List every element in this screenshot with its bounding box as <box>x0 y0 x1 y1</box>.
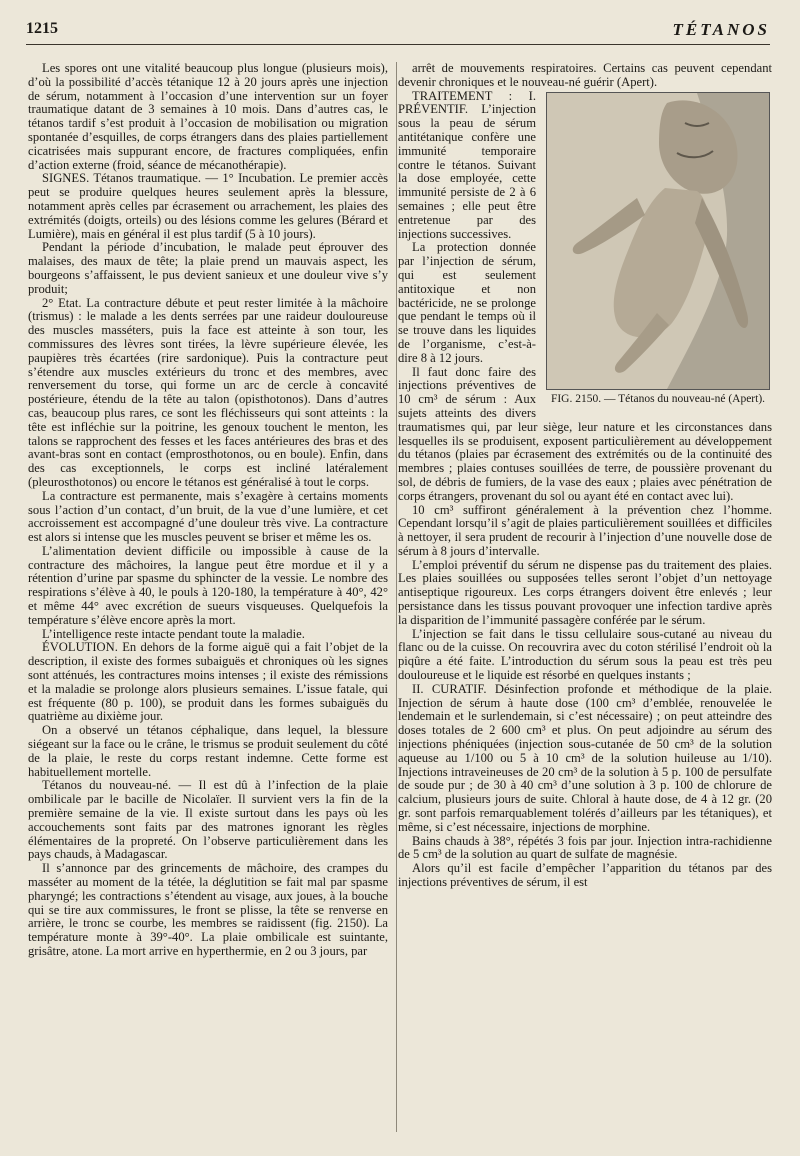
paragraph: On a observé un tétanos céphalique, dans lequel, la blessure siégeant sur la face ou le crâne, le trismus se produit seulement du côté de la plaie, le reste du corps restant indemne. Cette forme est habituellement mortelle. <box>28 723 388 779</box>
page-header <box>26 20 770 45</box>
right-column <box>398 62 772 1142</box>
photo-illustration <box>547 93 769 389</box>
page-number: 1215 <box>26 20 58 37</box>
figure-2150 <box>544 92 772 405</box>
paragraph: Les spores ont une vitalité beaucoup plus longue (plusieurs mois), d’où la possibilité d’accès tétanique 12 à 20 jours après une injection de sérum, notamment à l’occasion d’une intervention sur un foyer traumatique datant de 3 semaines à 10 mois. Dans d’autres cas, le tétanos tardif s’est produit à l’occasion de mobilisation ou migration spontanée d’esquilles, de corps étrangers dans des plaies partiellement cicatrisées mais suppurant encore, de fractures compliquées, enfin d’action externe (froid, séance de mécanothérapie). <box>28 62 388 172</box>
left-column <box>28 62 388 1142</box>
paragraph: Bains chauds à 38°, répétés 3 fois par jour. Injection intra-rachidienne de 5 cm³ de la solution au quart de sulfate de magnésie. <box>398 833 772 862</box>
paragraph: L’alimentation devient difficile ou impossible à cause de la contracture des mâchoires, la langue peut être mordue et il y a rétention d’urine par spasme du sphincter de la vessie. Le nombre des respirations s’élève à 40, le pouls à 120-180, la température à 40°, 42° et même 44° avec excrétion de sueurs visqueuses. Quelquefois la température s’élève encore après la mort. <box>28 543 388 627</box>
figure-caption: FIG. 2150. — Tétanos du nouveau-né (Apert). <box>550 392 766 405</box>
paragraph: 10 cm³ suffiront généralement à la prévention chez l’homme. Cependant lorsqu’il s’agit de plaies particulièrement souillées et difficiles à nettoyer, il sera prudent de recourir à l’injection d’une nouvelle dose de sérum à 8 jours d’intervalle. <box>398 502 772 558</box>
paragraph: SIGNES. Tétanos traumatique. — 1° Incubation. Le premier accès peut se produire quelques heures seulement après la blessure, notamment après celles par écrasement ou arrachement, les plaies des extrémités (doigts, orteils) ou des lésions comme les gelures (Bérard et Lumière), mais en général il est plus tardif (5 à 10 jours). <box>28 171 388 241</box>
paragraph: La protection donnée par l’injection de sérum, qui est seulement antitoxique et non bactéricide, ne se prolonge que pendant le temps où il se trouve dans les liquides de l’organisme, c’est-à-dire 8 à 12 jours. <box>398 240 536 365</box>
paragraph: La contracture est permanente, mais s’exagère à certains moments sous l’action d’un contact, d’un bruit, de la vue d’une lumière, et cet accroissement est accompagné d’une douleur très vive. La contracture est alors si intense que les muscles peuvent se briser et même les os. <box>28 488 388 545</box>
paragraph: Il faut donc faire des injections préventives de 10 cm³ de sérum : Aux sujets atteints des divers traumatismes qui, par leur siège, leur nature et les circonstances dans lesquelles ils se produisent, exposent particulièrement au développement du tétanos (plaies par écrasement des extrémités ou de la continuité des membres ; plaies contuses souillées de terre, de poussière provenant du sol, de débris de fumiers, de la vase des eaux ; plaies avec pénétration de corps étrangers, provenant du sol ou ayant été en contact avec lui). <box>398 364 772 503</box>
paragraph: L’intelligence reste intacte pendant toute la maladie. <box>42 626 305 641</box>
paragraph: Pendant la période d’incubation, le malade peut éprouver des malaises, des maux de tête; la plaie prend un mauvais aspect, les bourgeons s’affaissent, le pus devient sanieux et une douleur vive s’y produit; <box>28 240 388 296</box>
paragraph: L’emploi préventif du sérum ne dispense pas du traitement des plaies. Les plaies souillées ou supposées telles seront l’objet d’un nettoyage antiseptique rigoureux. Les corps étrangers doivent être enlevés ; leur persistance dans les tissus pouvant provoquer une infection tardive après la disparition de l’immunité passagère conférée par le sérum. <box>398 557 772 627</box>
paragraph: 2° Etat. La contracture débute et peut rester limitée à la mâchoire (trismus) : le malade a les dents serrées par une raideur douloureuse des muscles masséters, puis la face est atteinte à son tour, les commissures des lèvres sont tirées, la lèvre supérieure élevée, les paupières très écartées (rire sardonique). Puis la contracture peut s’étendre aux muscles extérieurs du tronc et des membres, avec renversement du torse, qui forme un arc de cercle à concavité postérieure, étendu de la tête au talon (opisthotonos). Dans d’autres cas, beaucoup plus rares, ce sont les fléchisseurs qui sont atteints : la tête est infléchie sur la poitrine, les genoux touchent le menton, les talons se rapprochent des fesses et les faces antérieures des bras et des avant-bras sont en contact (emprosthotonos, ou en boule). Enfin, dans des cas exceptionnels, le corps est incliné latéralement (pleurosthotonos) ou encore le tétanos est généralisé à tout le corps. <box>28 295 388 489</box>
paragraph: Alors qu’il est facile d’empêcher l’apparition du tétanos par des injections préventives de sérum, il est <box>398 861 772 890</box>
article-body <box>28 62 772 1142</box>
paragraph: L’injection se fait dans le tissu cellulaire sous-cutané au niveau du flanc ou de la cuisse. On recouvrira avec du coton stérilisé l’endroit où la piqûre a été faite. L’introduction du sérum sous la peau est très peu douloureuse et le liquide est résorbé en quelques instants ; <box>398 626 772 683</box>
paragraph: TRAITEMENT : I. PRÉVENTIF. L’injection sous la peau de sérum antitétanique confère une immunité temporaire contre le tétanos. Suivant la dose employée, cette immunité persiste de 2 à 6 semaines ; elle peut être entretenue par des injections successives. <box>398 88 536 241</box>
paragraph: II. CURATIF. Désinfection profonde et méthodique de la plaie. Injection de sérum à haute dose (100 cm³ d’emblée, renouvelée le lendemain et le surlendemain, si c’est nécessaire) ; on peut atteindre des doses totales de 2 600 cm³ et plus. On peut adjoindre au sérum des injections phéniquées (injection sous-cutanée de 50 cm³ de la solution aqueuse au 1/100 ou 5 à 10 cm³ de la solution huileuse au 1/10). Injections intraveineuses de 20 cm³ de la solution à 5 p. 100 de persulfate de soude pur ; de 30 à 40 cm³ d’une solution à 3 p. 100 de chlorure de calcium, plusieurs jours de suite. Chloral à haute dose, de 4 à 12 gr. (20 gr. sont parfois remarquablement tolérés d’ailleurs par les tétaniques), et même, si c’est nécessaire, injections de morphine. <box>398 681 772 834</box>
running-title: TÉTANOS <box>672 20 770 39</box>
paragraph: Tétanos du nouveau-né. — Il est dû à l’infection de la plaie ombilicale par le bacille de Nicolaïer. Il survient vers la fin de la première semaine de la vie. Il existe surtout dans les pays où les accouchements sont faits par des matrones ignorant les règles élémentaires de la propreté. On l’observe particulièrement dans les pays chauds, à Madagascar. <box>28 778 388 862</box>
paragraph: ÉVOLUTION. En dehors de la forme aiguë qui a fait l’objet de la description, il existe des formes subaiguës et chroniques où les signes sont atténués, les contractures moins intenses ; il existe des rémissions et la maladie se prolonge alors plusieurs semaines. L’issue fatale, qui est fréquente (80 p. 100), se produit dans les formes subaiguës du quatrième au dixième jour. <box>28 640 388 724</box>
paragraph: Il s’annonce par des grincements de mâchoire, des crampes du masséter au moment de la tétée, la déglutition se fait mal par spasme pharyngé; les contractions s’étendent au visage, aux joues, à la bouche qui se tire aux commissures, le front se plisse, la tête se renverse en arrière, le tronc se courbe, les membres se raidissent (fig. 2150). La température monte à 39°-40°. La plaie ombilicale est suintante, grisâtre, atone. La mort arrive en hyperthermie, en 2 ou 3 jours, par <box>28 861 388 958</box>
newborn-tetanus-photo <box>546 92 770 390</box>
paragraph: arrêt de mouvements respiratoires. Certains cas peuvent cependant devenir chroniques et le nouveau-né guérir (Apert). <box>398 62 772 89</box>
